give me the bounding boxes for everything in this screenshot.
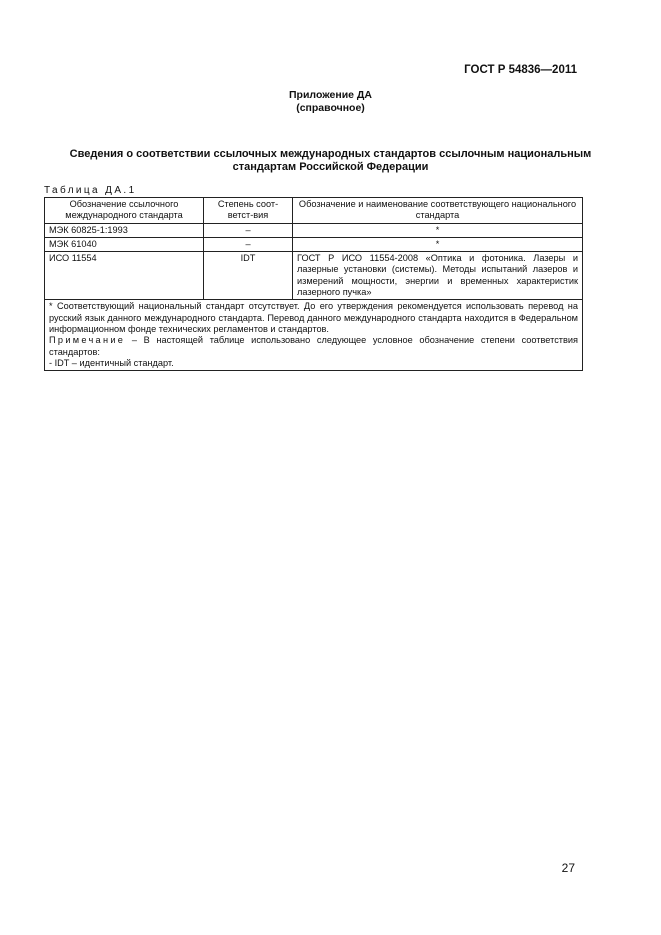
table-row xyxy=(45,237,583,251)
cell-national: * xyxy=(293,223,583,237)
header-degree: Степень соот-ветст-вия xyxy=(204,198,293,224)
table-row xyxy=(45,252,583,300)
note-item: - IDT – идентичный стандарт. xyxy=(49,357,174,368)
table-header-row xyxy=(45,198,583,224)
table-caption: Таблица ДА.1 xyxy=(44,185,137,196)
note-label: Примечание xyxy=(49,335,126,346)
note-text: – В настоящей таблице использовано следующее условное обозначение степени соответствия стандартов: xyxy=(49,335,578,357)
annex-title: Приложение ДА xyxy=(289,89,372,101)
table-row xyxy=(45,223,583,237)
page-number: 27 xyxy=(561,861,575,875)
cell-degree: – xyxy=(204,223,293,237)
cell-national: ГОСТ Р ИСО 11554-2008 «Оптика и фотоника. Лазеры и лазерные установки (системы). Методы испытаний лазеров и измерений мощности, энергии и временных характеристик лазерного пучка» xyxy=(293,252,583,300)
table-footnote: * Соответствующий национальный стандарт отсутствует. До его утверждения рекомендуется использовать перевод на русский язык данного международного стандарта. Перевод данного международного стандарта находится в Федеральном информационном фонде технических регламентов и стандартов. xyxy=(49,301,578,334)
section-title: Сведения о соответствии ссылочных международных стандартов ссылочным национальным стандартам Российской Федерации xyxy=(69,148,592,173)
table-notes-row xyxy=(45,300,583,371)
cell-ref: ИСО 11554 xyxy=(45,252,204,300)
cell-national: * xyxy=(293,237,583,251)
table-note xyxy=(49,335,578,358)
header-ref-standard: Обозначение ссылочного международного стандарта xyxy=(45,198,204,224)
standards-table xyxy=(44,197,583,371)
cell-ref: МЭК 60825-1:1993 xyxy=(45,223,204,237)
cell-ref: МЭК 61040 xyxy=(45,237,204,251)
table-notes xyxy=(45,300,583,371)
annex-subtitle: (справочное) xyxy=(296,102,365,114)
header-national-standard: Обозначение и наименование соответствующего национального стандарта xyxy=(293,198,583,224)
cell-degree: IDT xyxy=(204,252,293,300)
cell-degree: – xyxy=(204,237,293,251)
annex-heading xyxy=(0,89,661,115)
document-code: ГОСТ Р 54836—2011 xyxy=(464,64,577,76)
